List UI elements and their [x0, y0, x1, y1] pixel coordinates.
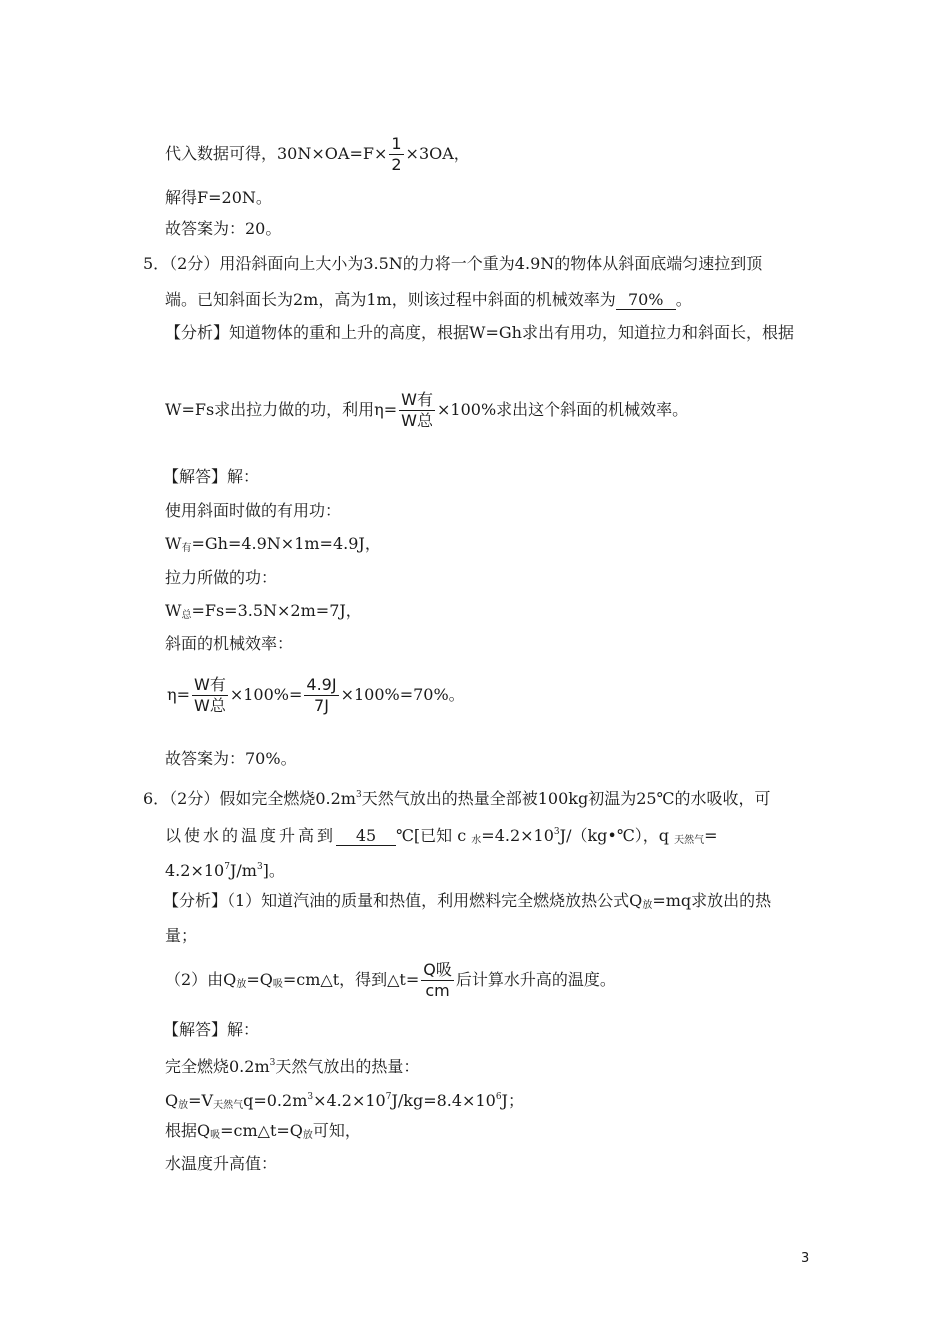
formula-text: J； [501, 1091, 524, 1110]
efficiency-equation [167, 675, 465, 716]
fraction-denominator: W总 [194, 696, 226, 715]
formula-text: ×100%= [229, 685, 303, 704]
question-text: J/（kg•℃），q [559, 826, 675, 845]
answer-blank: 45 [336, 827, 396, 846]
solution-step [165, 1052, 419, 1078]
solution-step: 拉力所做的功： [165, 568, 278, 587]
formula-text: 根据Q [165, 1121, 211, 1140]
analysis-line [163, 890, 771, 917]
efficiency-fraction [192, 675, 228, 716]
subscript: 天然气 [674, 835, 705, 846]
question-text: 以使水的温度升高到 [165, 826, 337, 845]
answer-blank: 70% [616, 291, 676, 310]
analysis-line-formula [165, 390, 688, 431]
fraction-one-half [389, 134, 403, 175]
question-text: =4.2×10 [481, 826, 554, 845]
formula-text: =cm△t=Q [220, 1121, 303, 1140]
answer-line: 故答案为：20。 [165, 219, 282, 238]
formula-text: η= [167, 685, 190, 704]
punctuation: 。 [675, 290, 692, 309]
subscript: 吸 [272, 979, 283, 990]
solve-line: 解得F=20N。 [165, 188, 272, 207]
superscript: 6 [495, 1092, 502, 1102]
efficiency-fraction [399, 390, 435, 431]
analysis-text: 后计算水升高的温度。 [455, 970, 616, 989]
subscript: 水 [471, 835, 482, 846]
analysis-line: 【分析】知道物体的重和上升的高度，根据W=Gh求出有用功，知道拉力和斜面长，根据 [165, 323, 794, 342]
value-fraction [304, 675, 338, 716]
formula-text: =V [188, 1091, 214, 1110]
question-5-stem: 端。已知斜面长为2m，高为1m，则该过程中斜面的机械效率为 [165, 290, 616, 309]
fraction-denominator: 2 [391, 155, 402, 174]
analysis-line-formula [165, 960, 616, 1001]
question-6-text [143, 784, 770, 810]
answer-line: 故答案为：70%。 [165, 749, 297, 768]
fraction-denominator: W总 [401, 411, 433, 430]
superscript: 3 [307, 1092, 314, 1102]
solution-step: 斜面的机械效率： [165, 634, 294, 653]
superscript: 3 [256, 862, 263, 872]
formula-text: =Fs=3.5N×2m=7J， [191, 601, 362, 620]
question-5-text-cont [165, 289, 692, 311]
answer-heading: 【解答】解： [163, 1020, 260, 1039]
solution-step: 使用斜面时做的有用功： [165, 501, 342, 520]
fraction-numerator: W有 [401, 390, 433, 409]
superscript: 3 [553, 827, 560, 837]
question-text: 天然气放出的热量全部被100kg初温为25℃的水吸收，可 [361, 789, 771, 808]
analysis-text: （2）由Q [165, 970, 237, 989]
superscript: 7 [224, 862, 230, 872]
subscript: 有 [181, 543, 192, 554]
question-text: ]。 [262, 861, 285, 880]
analysis-text: =cm△t，得到△t= [282, 970, 420, 989]
analysis-text: W=Fs求出拉力做的功，利用η= [165, 400, 398, 419]
formula-text: ×4.2×10 [313, 1091, 386, 1110]
fraction-numerator: 4.9J [306, 675, 337, 694]
question-text: 4.2×10 [165, 861, 225, 880]
question-text: ℃[已知 c [396, 826, 472, 845]
equation-line [165, 134, 470, 175]
solution-step [165, 600, 362, 627]
question-text: 6．（2分）假如完全燃烧0.2m [143, 789, 356, 808]
formula-text: ×100%=70%。 [340, 685, 465, 704]
subscript: 总 [181, 610, 192, 621]
formula-text: 完全燃烧0.2m [165, 1057, 270, 1076]
solution-step [165, 533, 381, 560]
superscript: 7 [385, 1092, 392, 1102]
page-number: 3 [801, 1251, 810, 1266]
analysis-text: ×100%求出这个斜面的机械效率。 [437, 400, 689, 419]
subscript: 放 [178, 1100, 189, 1111]
subscript: 天然气 [213, 1100, 244, 1111]
analysis-line: 量； [165, 926, 198, 945]
formula-text: J/kg=8.4×10 [391, 1091, 496, 1110]
solution-step [165, 1086, 524, 1117]
formula-text: 可知， [312, 1121, 361, 1140]
analysis-text: =Q [246, 970, 273, 989]
question-text: = [704, 826, 718, 845]
symbol: W [165, 534, 182, 553]
analysis-text: =mq求放出的热 [652, 891, 772, 910]
superscript: 3 [355, 790, 362, 800]
equation-suffix: ×3OA， [405, 144, 470, 163]
delta-t-fraction [421, 960, 454, 1001]
fraction-denominator: cm [425, 981, 450, 1000]
symbol: W [165, 601, 182, 620]
formula-text: q=0.2m [243, 1091, 308, 1110]
question-6-text-cont [165, 856, 285, 882]
subscript: 吸 [210, 1130, 221, 1141]
question-text: J/m [229, 861, 257, 880]
subscript: 放 [642, 900, 653, 911]
formula-text: Q [165, 1091, 179, 1110]
subscript: 放 [236, 979, 247, 990]
formula-text: =Gh=4.9N×1m=4.9J， [191, 534, 381, 553]
answer-heading: 【解答】解： [163, 467, 260, 486]
superscript: 3 [269, 1058, 276, 1068]
analysis-text: 【分析】（1）知道汽油的质量和热值，利用燃料完全燃烧放热公式Q [163, 891, 643, 910]
subscript: 放 [302, 1130, 313, 1141]
question-6-text-cont [165, 821, 717, 852]
fraction-numerator: Q吸 [423, 960, 452, 979]
question-5-text: 5．（2分）用沿斜面向上大小为3.5N的力将一个重为4.9N的物体从斜面底端匀速拉到顶 [143, 254, 763, 273]
fraction-numerator: 1 [391, 134, 402, 153]
equation-prefix: 代入数据可得，30N×OA=F× [165, 144, 388, 163]
fraction-numerator: W有 [194, 675, 226, 694]
solution-step [165, 1120, 361, 1147]
solution-step: 水温度升高值： [165, 1154, 278, 1173]
formula-text: 天然气放出的热量： [275, 1057, 420, 1076]
fraction-denominator: 7J [314, 696, 329, 715]
